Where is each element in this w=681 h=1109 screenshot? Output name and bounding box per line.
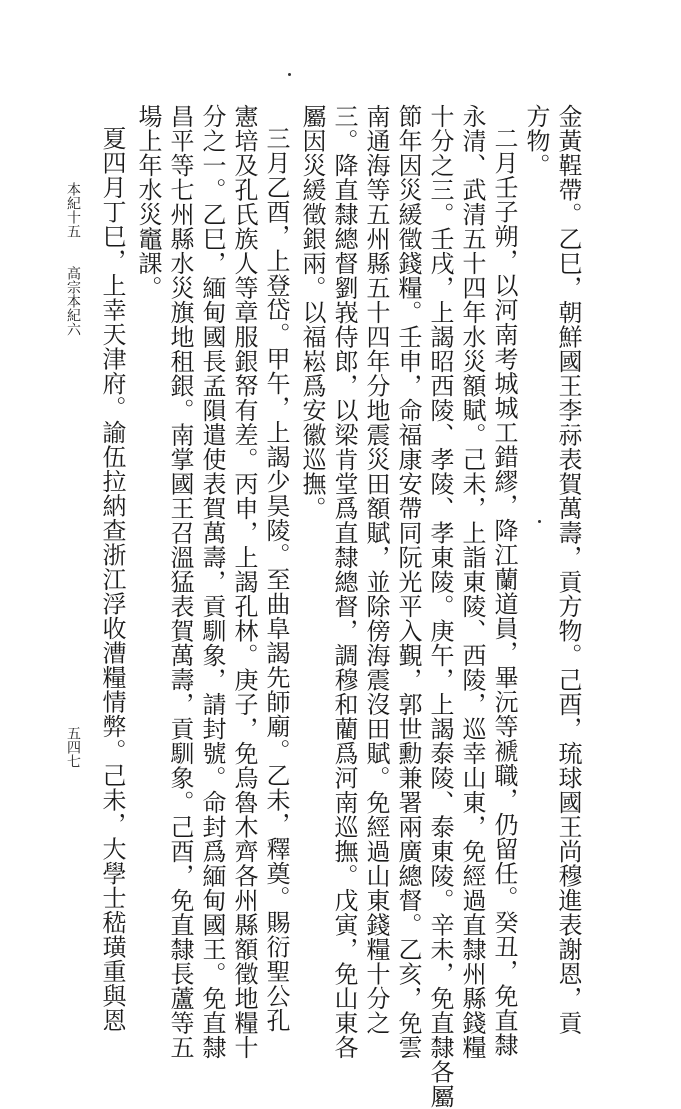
text-column-15: 夏四月丁巳，上幸天津府。諭伍拉納查浙江浮收漕糧情弊。己未，大學士嵇璜重與恩 bbox=[98, 126, 126, 1033]
ink-speck bbox=[288, 73, 291, 76]
text-column-4: 永清、武清五十四年水災額賦。己未，上詣東陵、西陵，巡幸山東，免經過直隸州縣錢糧 bbox=[458, 104, 486, 1060]
text-column-9: 屬因災緩徵銀兩。以福崧爲安徽巡撫。 bbox=[298, 104, 326, 521]
text-column-6: 節年因災緩徵錢糧。壬申，命福康安帶同阮光平入覲，郭世勳兼署兩廣總督。乙亥，免雲 bbox=[394, 104, 422, 1060]
text-column-12: 分之一。乙巳，緬甸國長孟隕遣使表賀萬壽，貢馴象，請封號。命封爲緬甸國王。免直隸 bbox=[198, 104, 226, 1060]
text-column-3: 二月壬子朔，以河南考城城工錯繆，降江蘭道員，畢沅等褫職，仍留任。癸丑，免直隸 bbox=[490, 126, 518, 1057]
ink-speck bbox=[538, 520, 541, 523]
text-column-1: 金黃鞓帶。乙巳，朝鮮國王李祘表賀萬壽，貢方物。己酉，琉球國王尚穆進表謝恩，貢 bbox=[554, 104, 582, 1035]
text-column-7: 南通海等五州縣五十四年分地震災田額賦，並除傍海震沒田賦。免經過山東錢糧十分之 bbox=[362, 104, 390, 1035]
section-title: 高宗本紀六 bbox=[65, 266, 81, 336]
page-number: 五四七 bbox=[65, 726, 81, 768]
text-column-5: 十分之三。壬戌，上謁昭西陵、孝陵、孝東陵。庚午，上謁泰陵、泰東陵。辛未，免直隸各屬 bbox=[426, 104, 454, 1109]
text-column-14: 場上年水災竈課。 bbox=[134, 104, 162, 300]
chapter-label: 本紀十五 bbox=[65, 182, 81, 238]
text-column-2: 方物。 bbox=[522, 104, 550, 178]
text-column-13: 昌平等七州縣水災旗地租銀。南掌國王召溫猛表賀萬壽，貢馴象。己酉，免直隸長蘆等五 bbox=[166, 104, 194, 1060]
text-column-8: 三。降直隸總督劉峩侍郎，以梁肯堂爲直隸總督，調穆和藺爲河南巡撫。戊寅，免山東各 bbox=[330, 104, 358, 1060]
text-column-11: 憲培及孔氏族人等章服銀帑有差。丙申，上謁孔林。庚子，免烏魯木齊各州縣額徵地糧十 bbox=[230, 104, 258, 1060]
text-column-10: 三月乙酉，上登岱。甲午，上謁少昊陵。至曲阜謁先師廟。乙未，釋奠。賜衍聖公孔 bbox=[262, 126, 290, 1033]
